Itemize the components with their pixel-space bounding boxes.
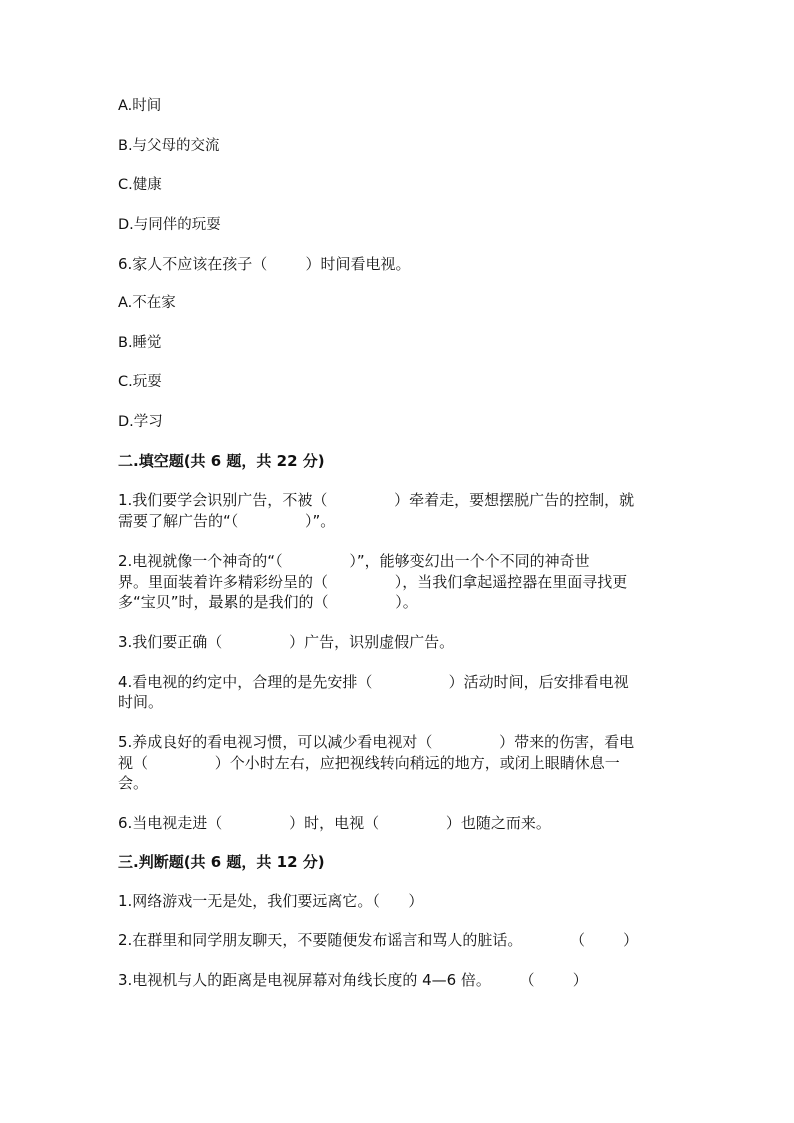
fill-2-line-3: 多“宝贝”时，最累的是我们的（ ）。 xyxy=(118,593,418,611)
fill-2-line-1: 2.电视就像一个神奇的“（ ）”，能够变幻出一个个不同的神奇世 xyxy=(118,552,590,570)
fill-1-line-2: 需要了解广告的“（ ）”。 xyxy=(118,512,336,530)
option-5c: C.健康 xyxy=(118,177,162,193)
section-3-title: 三.判断题(共 6 题，共 12 分) xyxy=(118,853,325,871)
option-5d: D.与同伴的玩耍 xyxy=(118,217,221,233)
option-6a: A.不在家 xyxy=(118,295,176,311)
fill-5-line-1: 5.养成良好的看电视习惯，可以减少看电视对（ ）带来的伤害，看电 xyxy=(118,733,635,751)
fill-5-line-3: 会。 xyxy=(118,774,149,792)
question-6-stem: 6.家人不应该在孩子（ ）时间看电视。 xyxy=(118,255,411,273)
fill-4-line-2: 时间。 xyxy=(118,693,164,711)
option-6c: C.玩耍 xyxy=(118,374,162,390)
option-6d: D.学习 xyxy=(118,414,163,430)
fill-4-line-1: 4.看电视的约定中，合理的是先安排（ ）活动时间，后安排看电视 xyxy=(118,673,629,691)
fill-3-line-1: 3.我们要正确（ ）广告，识别虚假广告。 xyxy=(118,633,455,651)
fill-6-line-1: 6.当电视走进（ ）时，电视（ ）也随之而来。 xyxy=(118,814,551,832)
judge-2: 2.在群里和同学朋友聊天，不要随便发布谣言和骂人的脏话。 （ ） xyxy=(118,931,639,949)
fill-1-line-1: 1.我们要学会识别广告，不被（ ）牵着走，要想摆脱广告的控制，就 xyxy=(118,491,635,509)
fill-2-line-2: 界。里面装着许多精彩纷呈的（ ），当我们拿起遥控器在里面寻找更 xyxy=(118,573,628,591)
option-5a: A.时间 xyxy=(118,98,162,114)
fill-5-line-2: 视（ ）个小时左右，应把视线转向稍远的地方，或闭上眼睛休息一 xyxy=(118,754,620,772)
judge-1: 1.网络游戏一无是处，我们要远离它。（ ） xyxy=(118,892,424,910)
option-5b: B.与父母的交流 xyxy=(118,138,220,154)
section-2-title: 二.填空题(共 6 题，共 22 分) xyxy=(118,452,325,470)
option-6b: B.睡觉 xyxy=(118,335,162,351)
judge-3: 3.电视机与人的距离是电视屏幕对角线长度的 4—6 倍。 （ ） xyxy=(118,971,588,989)
